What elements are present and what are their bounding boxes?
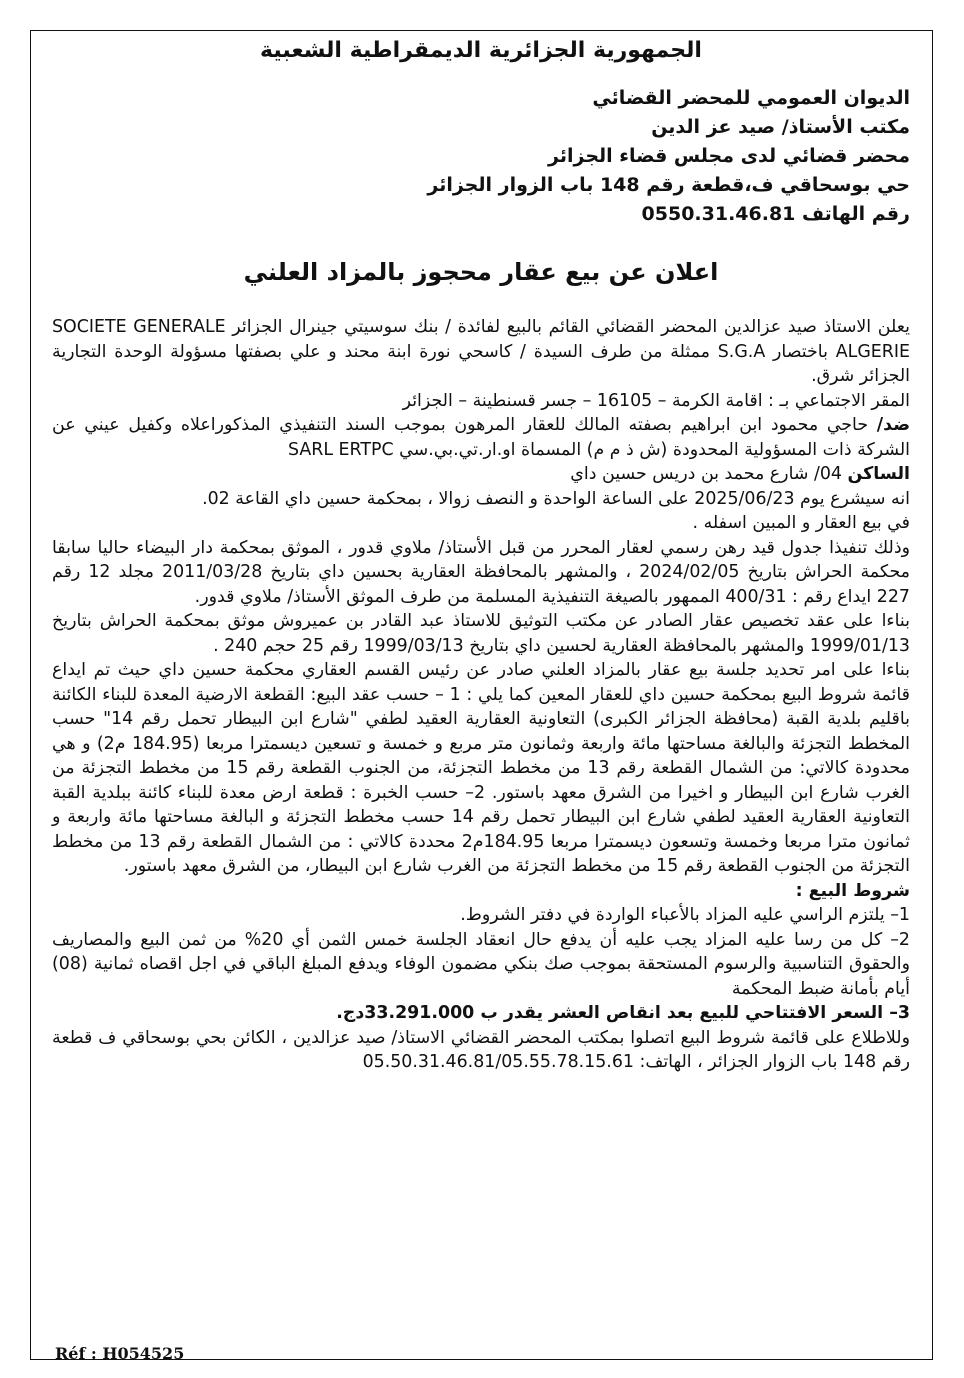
- republic-heading: الجمهورية الجزائرية الديمقراطية الشعبية: [260, 38, 702, 63]
- office-line-1: الديوان العمومي للمحضر القضائي: [592, 87, 910, 109]
- against-text: حاجي محمود ابن ابراهيم بصفته المالك للعقار المرهون بموجب السند التنفيذي المذكوراعلاه وكفيل عيني عن الشركة ذات المسؤولية المحدودة (ش ذ م م) المسماة او.ار.تي.بي.سي SARL ERTPC: [52, 415, 910, 460]
- against-label: ضد/: [876, 415, 910, 435]
- condition-1: 1– يلتزم الراسي عليه المزاد بالأعباء الواردة في دفتر الشروط.: [460, 905, 910, 925]
- paragraph-announcer: يعلن الاستاذ صيد عزالدين المحضر القضائي القائم بالبيع لفائدة / بنك سوسيتي جينرال الجزائر SOCIETE GENERALE ALGERIE باختصار S.G.A ممثلة من طرف السيدة / كاسحي نورة ابنة محند و علي بصفتها مسؤولة الوحدة التجارية الجزائر شرق.: [52, 317, 910, 386]
- office-line-4: حي بوسحاقي ف،قطعة رقم 148 باب الزوار الجزائر: [427, 174, 910, 196]
- paragraph-residence: [52, 462, 910, 487]
- office-line-3: محضر قضائي لدى مجلس قضاء الجزائر: [548, 145, 910, 167]
- legal-notice: [52, 36, 910, 1075]
- paragraph-headquarters: المقر الاجتماعي بـ : اقامة الكرمة – 16105 – جسر قسنطينة – الجزائر: [402, 390, 910, 411]
- residence-text: 04/ شارع محمد بن دريس حسين داي: [570, 464, 848, 484]
- office-header: [52, 84, 910, 229]
- paragraph-contact: وللاطلاع على قائمة شروط البيع اتصلوا بمكتب المحضر القضائي الاستاذ/ صيد عزالدين ، الكائن بحي بوسحاقي ف قطعة رقم 148 باب الزوار الجزائر ، الهاتف: 05.50.31.46.81/05.55.78.15.61: [52, 1027, 910, 1072]
- residence-label: الساكن: [847, 464, 910, 484]
- conditions-title: شروط البيع :: [795, 880, 910, 901]
- condition-2: 2– كل من رسا عليه المزاد يجب عليه أن يدفع حال انعقاد الجلسة خمس الثمن أي 20% من ثمن البيع والمصاريف والحقوق التناسبية والرسوم المستحقة بموجب صك بنكي مضمون الوفاء ويدفع المبلغ الباقي في اجل اقصاه ثمانية (08) أيام بأمانة ضبط المحكمة: [52, 929, 910, 999]
- office-line-2: مكتب الأستاذ/ صيد عز الدين: [651, 116, 910, 138]
- reference-code: Réf : H054525: [55, 1344, 185, 1363]
- notice-title: اعلان عن بيع عقار محجوز بالمزاد العلني: [243, 258, 719, 286]
- office-phone-line: [52, 200, 910, 229]
- condition-3-opening-price: 3– السعر الافتتاحي للبيع بعد انقاص العشر يقدر ب 33.291.000دج.: [336, 1003, 910, 1023]
- paragraph-sale-date: انه سيشرع يوم 2025/06/23 على الساعة الواحدة و النصف زوالا ، بمحكمة حسين داي القاعة 02.: [202, 488, 910, 509]
- phone-label: رقم الهاتف: [802, 203, 910, 225]
- paragraph-property-description: بناءا على امر تحديد جلسة بيع عقار بالمزاد العلني صادر عن رئيس القسم العقاري محكمة حسين داي حيث تم ايداع قائمة شروط البيع بمحكمة حسين داي للعقار المعين كما يلي : 1 – حسب عقد البيع: القطعة الارضية المعدة للبناء الكائنة باقليم بلدية القبة (محافظة الجزائر الكبرى) التعاونية العقارية العقيد لطفي "شارع ابن البيطار تحمل رقم 14" حسب المخطط التجزئة والبالغة مساحتها مائة واربعة وثمانون متر مربع و خمسة و تسعين ديسمترا مربعا (184.95 م2) و هي محدودة كالاتي: من الشمال القطعة رقم 13 من مخطط التجزئة، من الجنوب القطعة رقم 15 من مخطط التجزئة من الغرب شارع ابن البيطار و اخيرا من الشرق معهد باستور. 2– حسب الخبرة : قطعة ارض معدة للبناء كائنة ببلدية القبة التعاونية العقارية العقيد لطفي شارع ابن البيطار تحمل رقم 14 حسب مخطط التجزئة و البالغة مساحتها مائة واربعة و ثمانون مترا مربعا وخمسة وتسعون ديسمترا مربعا 184.95م2 محددة كالاتي : من الشمال القطعة رقم 13 من مخطط التجزئة من الجنوب القطعة رقم 15 من مخطط التجزئة من الغرب شارع ابن البيطار، من الشرق معهد باستور.: [52, 660, 911, 876]
- phone-number: 0550.31.46.81: [641, 203, 796, 225]
- paragraph-mortgage: وذلك تنفيذا جدول قيد رهن رسمي لعقار المحرر من قبل الأستاذ/ ملاوي قدور ، الموثق بمحكمة دار البيضاء حاليا سابقا محكمة الحراش بتاريخ 2024/02/05 ، والمشهر بالمحافظة العقارية بحسين داي بتاريخ 2011/03/28 مجلد 12 رقم 227 ايداع رقم : 400/31 الممهور بالصيغة التنفيذية المسلمة من طرف الموثق الأستاذ/ ملاوي قدور.: [52, 537, 910, 607]
- paragraph-allocation: بناءا على عقد تخصيص عقار الصادر عن مكتب التوثيق للاستاذ عبد القادر بن عميروش موثق بمحكمة الحراش بتاريخ 1999/01/13 والمشهر بالمحافظة العقارية لحسين داي بتاريخ 1999/03/13 رقم 25 حجم 240 .: [52, 611, 910, 656]
- paragraph-against: [52, 413, 910, 462]
- paragraph-sale-object: في بيع العقار و المبين اسفله .: [692, 513, 910, 533]
- notice-body: [52, 315, 910, 1075]
